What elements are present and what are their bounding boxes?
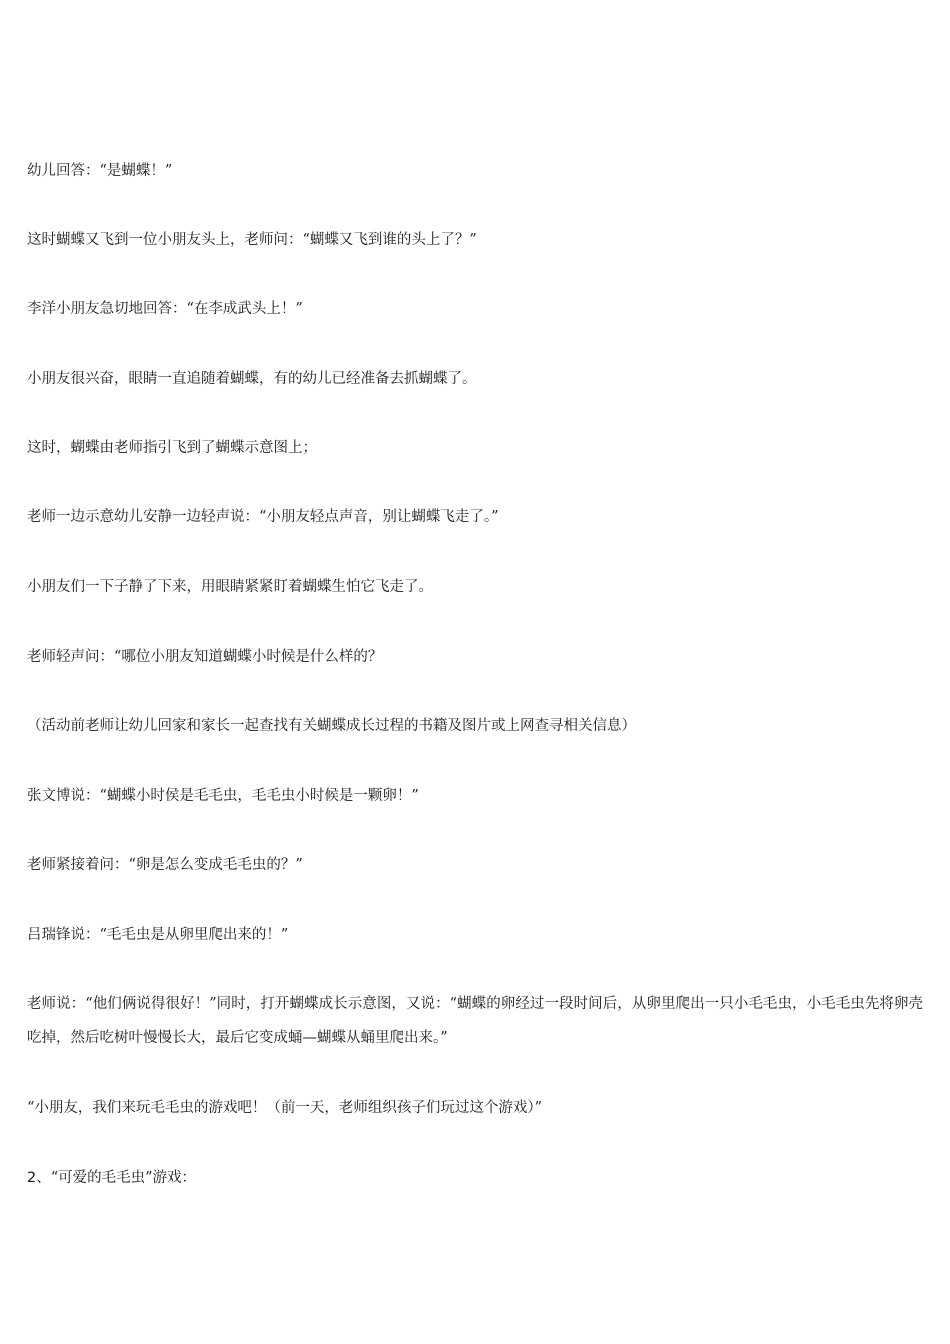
paragraph-12: 吕瑞锋说：“毛毛虫是从卵里爬出来的！” — [27, 927, 289, 943]
paragraph-6: 老师一边示意幼儿安静一边轻声说：“小朋友轻点声音，别让蝴蝶飞走了。” — [27, 509, 499, 525]
section-heading — [27, 1161, 923, 1195]
section-title: “可爱的毛毛虫”游戏： — [50, 1170, 197, 1186]
paragraph-9: （活动前老师让幼儿回家和家长一起查找有关蝴蝶成长过程的书籍及图片或上网查寻相关信息） — [27, 718, 636, 734]
paragraph-13: 老师说：“他们俩说得很好！”同时，打开蝴蝶成长示意图，又说：“蝴蝶的卵经过一段时间后，从卵里爬出一只小毛毛虫，小毛毛虫先将卵壳吃掉，然后吃树叶慢慢长大，最后它变成蛹—蝴蝶从蛹里爬出来。” — [27, 996, 923, 1046]
paragraph-11: 老师紧接着问：“卵是怎么变成毛毛虫的？” — [27, 857, 303, 873]
paragraph-3: 李洋小朋友急切地回答：“在李成武头上！” — [27, 301, 303, 317]
paragraph-2: 这时蝴蝶又飞到一位小朋友头上，老师问：“蝴蝶又飞到谁的头上了？” — [27, 232, 477, 248]
paragraph-5: 这时，蝴蝶由老师指引飞到了蝴蝶示意图上； — [27, 440, 317, 456]
paragraph-1: 幼儿回答：“是蝴蝶！” — [27, 163, 173, 179]
section-number: 2、 — [27, 1170, 51, 1186]
paragraph-8: 老师轻声问：“哪位小朋友知道蝴蝶小时候是什么样的？ — [27, 649, 383, 665]
paragraph-7: 小朋友们一下子静了下来，用眼睛紧紧盯着蝴蝶生怕它飞走了。 — [27, 579, 433, 595]
paragraph-14: “小朋友，我们来玩毛毛虫的游戏吧！（前一天，老师组织孩子们玩过这个游戏）” — [27, 1100, 543, 1116]
paragraph-10: 张文博说：“蝴蝶小时侯是毛毛虫，毛毛虫小时候是一颗卵！” — [27, 788, 419, 804]
paragraph-4: 小朋友很兴奋，眼睛一直追随着蝴蝶，有的幼儿已经准备去抓蝴蝶了。 — [27, 371, 477, 387]
